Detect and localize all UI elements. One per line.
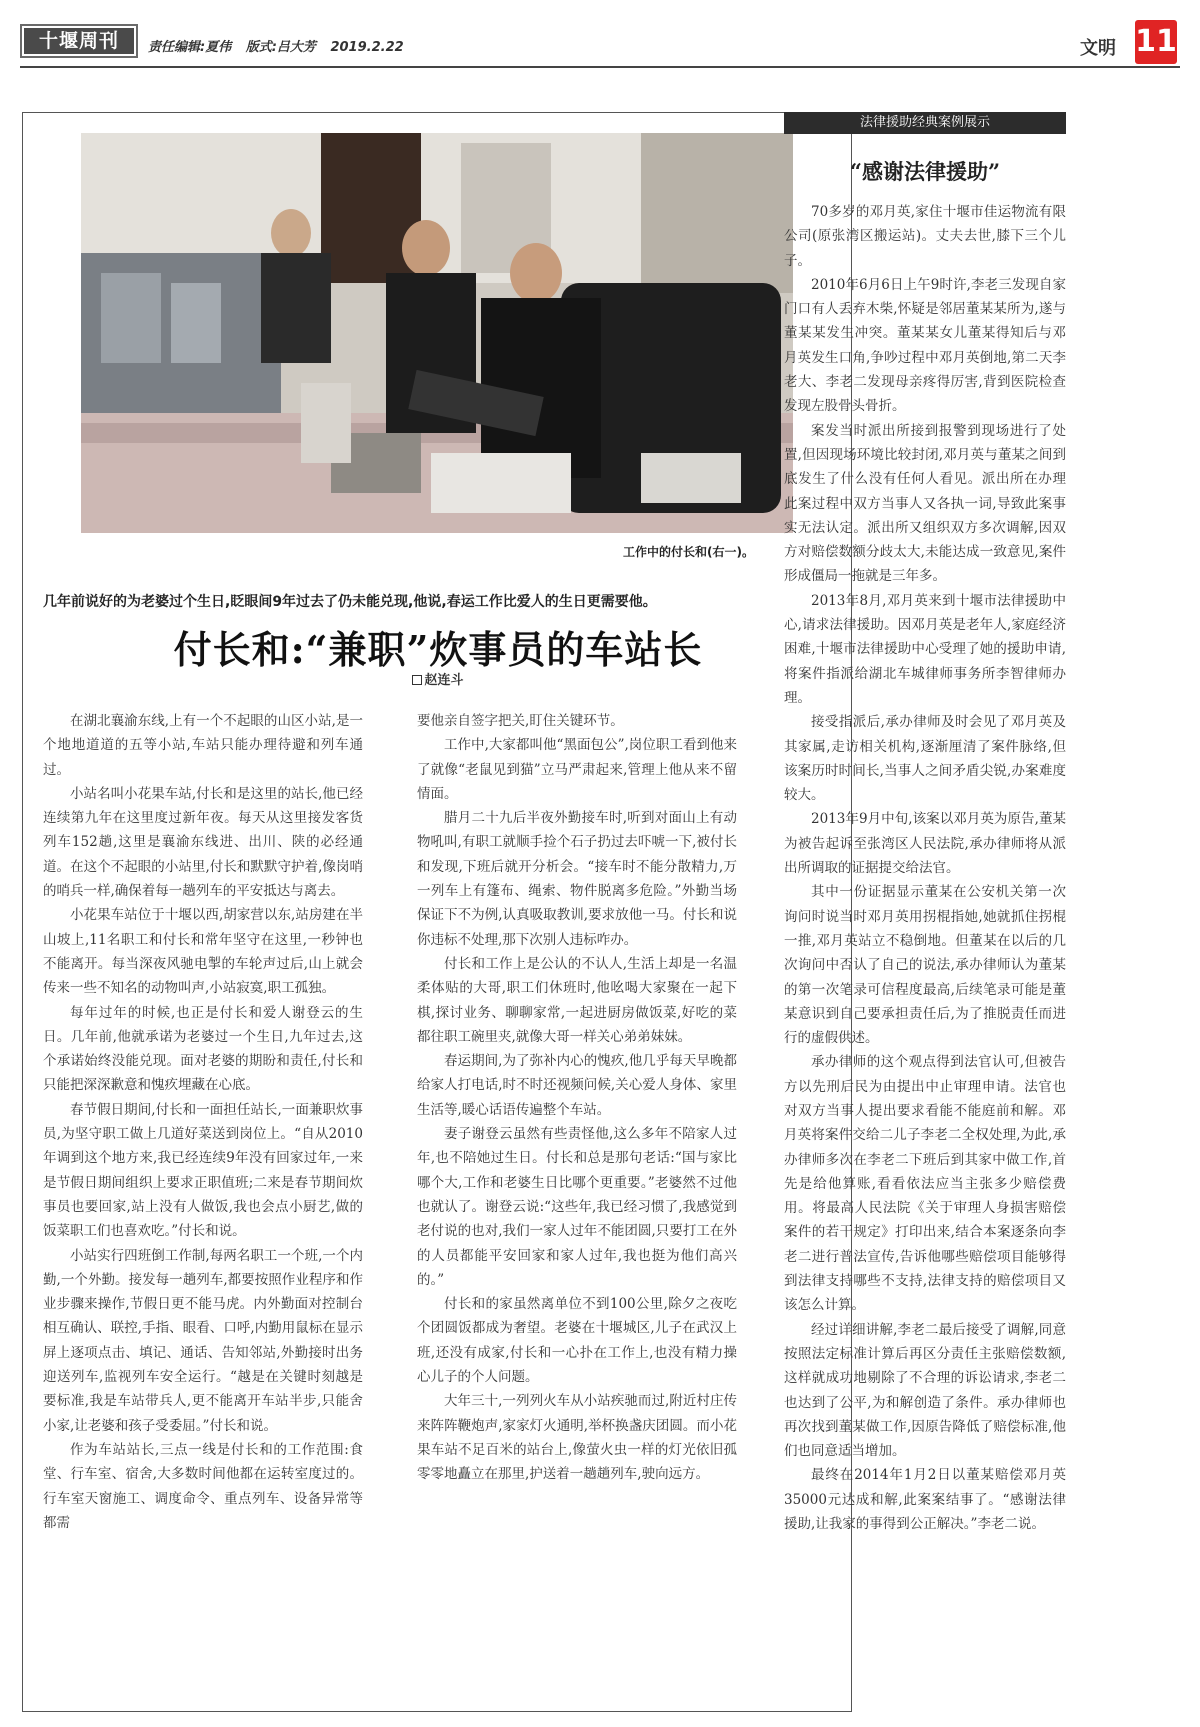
newspaper-logo-text: 十堰周刊 [24,28,134,54]
newspaper-logo [20,24,138,58]
sidebar-paragraph: 70多岁的邓月英,家住十堰市佳运物流有限公司(原张湾区搬运站)。丈夫去世,膝下三个儿子。 [784,204,1066,269]
main-article [22,112,852,1712]
sidebar-paragraph: 案发当时派出所接到报警到现场进行了处置,但因现场环境比较封闭,邓月英与董某之间到底发生了什么没有任何人看见。派出所在办理此案过程中双方当事人又各执一词,导致此案事实无法认定。派出所又组织双方多次调解,因双方对赔偿数额分歧太大,未能达成一致意见,案件形成僵局一拖就是三年多。 [784,422,1066,585]
page-number: 11 [1135,20,1177,64]
article-byline [23,669,853,688]
photo-caption: 工作中的付长和(右一)。 [623,545,754,559]
photo-illustration [81,133,793,533]
byline-box-icon [412,675,422,685]
body-paragraph: 要他亲自签字把关,盯住关键环节。 [417,713,624,729]
sidebar-paragraph: 其中一份证据显示董某在公安机关第一次询问时说当时邓月英用拐棍指她,她就抓住拐棍一推,邓月英站立不稳倒地。但董某在以后的几次询问中否认了自己的说法,承办律师认为董某的第一次笔录可信程度最高,后续笔录可能是董某意识到自己要承担责任后,为了推脱责任而进行的虚假供述。 [784,884,1066,1047]
sidebar-title: “感谢法律援助” [849,159,1001,184]
article-photo [81,133,793,533]
editor-credit: 责任编辑:夏伟 [148,40,232,55]
article-column-right [417,709,737,1487]
sidebar-paragraph: 经过详细讲解,李老二最后接受了调解,同意按照法定标准计算后再区分责任主张赔偿数额,这样就成功地剔除了不合理的诉讼请求,李老二也达到了公平,为和解创造了条件。承办律师也再次找到董某做工作,因原告降低了赔偿标准,他们也同意适当增加。 [784,1321,1066,1460]
article-deck: 几年前说好的为老婆过个生日,眨眼间9年过去了仍未能兑现,他说,春运工作比爱人的生日更需要他。 [43,594,657,610]
layout-credit: 版式:吕大芳 [245,40,316,55]
article-headline: 付长和:“兼职”炊事员的车站长 [173,627,703,672]
body-paragraph: 腊月二十九后半夜外勤接车时,听到对面山上有动物吼叫,有职工就顺手捡个石子扔过去吓唬一下,被付长和发现,下班后就开分析会。“接车时不能分散精力,万一列车上有篷布、绳索、物件脱离多危险。”外勤当场保证下不为例,认真吸取教训,要求放他一马。付长和说你违标不处理,那下次别人违标咋办。 [417,810,737,948]
body-paragraph: 大年三十,一列列火车从小站疾驰而过,附近村庄传来阵阵鞭炮声,家家灯火通明,举杯换盏庆团圆。而小花果车站不足百米的站台上,像萤火虫一样的灯光依旧孤零零地矗立在那里,护送着一趟趟列车,驶向远方。 [417,1393,737,1483]
body-paragraph: 每年过年的时候,也正是付长和爱人谢登云的生日。几年前,他就承诺为老婆过一个生日,九年过去,这个承诺始终没能兑现。面对老婆的期盼和责任,付长和只能把深深歉意和愧疚埋藏在心底。 [43,1004,363,1094]
section-label: 文明 [1080,38,1116,59]
body-paragraph: 付长和工作上是公认的不认人,生活上却是一名温柔体贴的大哥,职工们休班时,他吆喝大家聚在一起下棋,探讨业务、聊聊家常,一起进厨房做饭菜,好吃的菜都往职工碗里夹,就像大哥一样关心弟弟妹妹。 [417,955,737,1045]
sidebar-body [784,200,1066,1536]
body-paragraph: 小花果车站位于十堰以西,胡家营以东,站房建在半山坡上,11名职工和付长和常年坚守在这里,一秒钟也不能离开。每当深夜风驰电掣的车轮声过后,山上就会传来一些不知名的动物叫声,小站寂寞,职工孤独。 [43,907,363,997]
body-paragraph: 工作中,大家都叫他“黑面包公”,岗位职工看到他来了就像“老鼠见到猫”立马严肃起来,管理上他从来不留情面。 [417,737,737,802]
article-column-left [43,709,363,1535]
sidebar-banner: 法律援助经典案例展示 [784,112,1066,134]
editor-credits [148,36,414,55]
masthead-divider [20,66,1180,68]
body-paragraph: 在湖北襄渝东线,上有一个不起眼的山区小站,是一个地地道道的五等小站,车站只能办理待避和列车通过。 [43,713,363,778]
body-paragraph: 小站实行四班倒工作制,每两名职工一个班,一个内勤,一个外勤。接发每一趟列车,都要按照作业程序和作业步骤来操作,节假日更不能马虎。内外勤面对控制台相互确认、联控,手指、眼看、口呼,内勤用鼠标在显示屏上逐项点击、填记、通话、告知邻站,外勤接时出务迎送列车,监视列车安全运行。“越是在关键时刻越是要标准,我是车站带兵人,更不能离开车站半步,只能舍小家,让老婆和孩子受委屈。”付长和说。 [43,1247,363,1434]
sidebar-paragraph: 2013年9月中旬,该案以邓月英为原告,董某为被告起诉至张湾区人民法院,承办律师将从派出所调取的证据提交给法官。 [784,811,1066,877]
body-paragraph: 付长和的家虽然离单位不到100公里,除夕之夜吃个团圆饭都成为奢望。老婆在十堰城区,儿子在武汉上班,还没有成家,付长和一心扑在工作上,也没有精力操心儿子的个人问题。 [417,1296,737,1386]
sidebar-paragraph: 接受指派后,承办律师及时会见了邓月英及其家属,走访相关机构,逐渐厘清了案件脉络,但该案历时时间长,当事人之间矛盾尖锐,办案难度较大。 [784,714,1066,804]
body-paragraph: 小站名叫小花果车站,付长和是这里的站长,他已经连续第九年在这里度过新年夜。每天从这里接发客货列车152趟,这里是襄渝东线进、出川、陕的必经通道。在这个不起眼的小站里,付长和默默守护着,像岗哨的哨兵一样,确保着每一趟列车的平安抵达与离去。 [43,785,363,900]
issue-date: 2019.2.22 [330,40,404,55]
body-paragraph: 春运期间,为了弥补内心的愧疚,他几乎每天早晚都给家人打电话,时不时还视频问候,关心爱人身体、家里生活等,暖心话语传遍整个车站。 [417,1053,737,1118]
sidebar-paragraph: 2013年8月,邓月英来到十堰市法律援助中心,请求法律援助。因邓月英是老年人,家庭经济困难,十堰市法律援助中心受理了她的援助申请,将案件指派给湖北车城律师事务所李智律师办理。 [784,592,1066,706]
sidebar-legal-aid [784,112,1066,1536]
body-paragraph: 妻子谢登云虽然有些责怪他,这么多年不陪家人过年,也不陪她过生日。付长和总是那句老话:“国与家比哪个大,工作和老婆生日比哪个更重要。”老婆然不过他也就认了。谢登云说:“这些年,我已经习惯了,我感觉到老付说的也对,我们一家人过年不能团圆,只要打工在外的人员都能平安回家和家人过年,我也挺为他们高兴的。” [417,1126,737,1288]
body-paragraph: 春节假日期间,付长和一面担任站长,一面兼职炊事员,为坚守职工做上几道好菜送到岗位上。“自从2010年调到这个地方来,我已经连续9年没有回家过年,一来是节假日期间组织上要求正职值班;二来是春节期间炊事员也要回家,站上没有人做饭,我也会点小厨艺,做的饭菜职工们也喜欢吃。”付长和说。 [43,1101,363,1240]
sidebar-paragraph: 最终在2014年1月2日以董某赔偿邓月英35000元达成和解,此案案结事了。“感谢法律援助,让我家的事得到公正解决。”李老二说。 [784,1467,1066,1533]
byline-author: 赵连斗 [424,673,464,688]
masthead [20,20,1180,68]
sidebar-paragraph: 2010年6月6日上午9时许,李老三发现自家门口有人丢弃木柴,怀疑是邻居董某某所为,遂与董某某发生冲突。董某某女儿董某得知后与邓月英发生口角,争吵过程中邓月英倒地,第二天李老大、李老二发现母亲疼得厉害,背到医院检查发现左股骨头骨折。 [784,276,1066,415]
sidebar-paragraph: 承办律师的这个观点得到法官认可,但被告方以先刑后民为由提出中止审理申请。法官也对双方当事人提出要求看能不能庭前和解。邓月英将案件交给二儿子李老二全权处理,为此,承办律师多次在李老二下班后到其家中做工作,首先是给他算账,看看依法应当主张多少赔偿费用。将最高人民法院《关于审理人身损害赔偿案件的若干规定》打印出来,结合本案逐条向李老二进行普法宣传,告诉他哪些赔偿项目能够得到法律支持哪些不支持,法律支持的赔偿项目又该怎么计算。 [784,1054,1066,1314]
body-paragraph: 作为车站站长,三点一线是付长和的工作范围:食堂、行车室、宿舍,大多数时间他都在运转室度过的。行车室天窗施工、调度命令、重点列车、设备异常等都需 [43,1441,363,1531]
